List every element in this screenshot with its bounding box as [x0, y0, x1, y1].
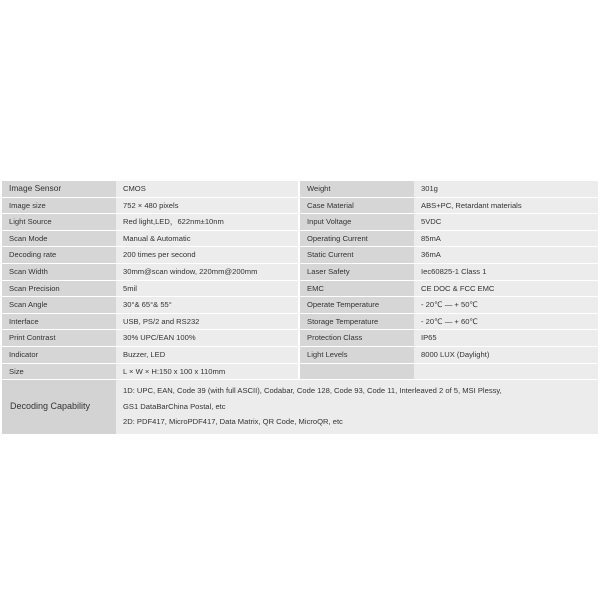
spec-value: 30mm@scan window, 220mm@200mm [116, 263, 299, 280]
spec-value: 200 times per second [116, 247, 299, 264]
spec-label: Input Voltage [299, 214, 414, 231]
spec-label: Light Levels [299, 346, 414, 363]
spec-label: Image Sensor [2, 181, 116, 197]
spec-value: 85mA [414, 230, 598, 247]
spec-value: Manual & Automatic [116, 230, 299, 247]
spec-row-size [2, 363, 598, 380]
spec-label: Indicator [2, 346, 116, 363]
spec-value: Red light,LED，622nm±10nm [116, 214, 299, 231]
spec-label: Decoding rate [2, 247, 116, 264]
decoding-1d-line-continued: GS1 DataBarChina Postal, etc [123, 401, 226, 411]
spec-label: Scan Mode [2, 230, 116, 247]
spec-label: Storage Temperature [299, 313, 414, 330]
spec-row-print-contrast [2, 330, 598, 347]
spec-row-image-size [2, 197, 598, 214]
spec-row-decoding-capability [2, 380, 598, 435]
spec-label: Image size [2, 197, 116, 214]
spec-value: Buzzer, LED [116, 346, 299, 363]
spec-row-decoding-rate [2, 247, 598, 264]
spec-row-scan-mode [2, 230, 598, 247]
spec-label: Interface [2, 313, 116, 330]
spec-label: EMC [299, 280, 414, 297]
spec-row-scan-angle [2, 297, 598, 314]
spec-row-scan-width [2, 263, 598, 280]
spec-label: Light Source [2, 214, 116, 231]
spec-value-empty [414, 363, 598, 380]
spec-label: Scan Precision [2, 280, 116, 297]
spec-value: 301g [414, 181, 598, 197]
spec-value: IP65 [414, 330, 598, 347]
spec-value: - 20℃ — + 60℃ [414, 313, 598, 330]
spec-label: Case Material [299, 197, 414, 214]
spec-label: Operating Current [299, 230, 414, 247]
spec-label: Print Contrast [2, 330, 116, 347]
spec-row-image-sensor [2, 181, 598, 197]
spec-label: Static Current [299, 247, 414, 264]
spec-value: 36mA [414, 247, 598, 264]
spec-label: Laser Safety [299, 263, 414, 280]
spec-row-indicator [2, 346, 598, 363]
spec-value: 5mil [116, 280, 299, 297]
spec-label: Weight [299, 181, 414, 197]
decoding-1d-line: 1D: UPC, EAN, Code 39 (with full ASCII), Codabar, Code 128, Code 93, Code 11, Interleaved 2 of 5, MSI Plessy, [123, 386, 502, 396]
spec-label: Scan Angle [2, 297, 116, 314]
spec-value: 30% UPC/EAN 100% [116, 330, 299, 347]
spec-label: Operate Temperature [299, 297, 414, 314]
spec-row-interface [2, 313, 598, 330]
spec-value: 8000 LUX (Daylight) [414, 346, 598, 363]
spec-value: 5VDC [414, 214, 598, 231]
spec-row-scan-precision [2, 280, 598, 297]
spec-value: CE DOC & FCC EMC [414, 280, 598, 297]
decoding-capability-label: Decoding Capability [2, 380, 116, 435]
spec-value: Iec60825-1 Class 1 [414, 263, 598, 280]
spec-label: Protection Class [299, 330, 414, 347]
spec-row-light-source [2, 214, 598, 231]
spec-value: - 20℃ — + 50℃ [414, 297, 598, 314]
decoding-2d-line: 2D: PDF417, MicroPDF417, Data Matrix, QR Code, MicroQR, etc [123, 417, 343, 427]
spec-label: Size [2, 363, 116, 380]
spec-value: 30°& 65°& 55° [116, 297, 299, 314]
spec-label: Scan Width [2, 263, 116, 280]
spec-value: ABS+PC, Retardant materials [414, 197, 598, 214]
spec-table [2, 181, 598, 435]
spec-value: CMOS [116, 181, 299, 197]
decoding-capability-value [116, 380, 598, 435]
spec-value: 752 × 480 pixels [116, 197, 299, 214]
spec-value: USB, PS/2 and RS232 [116, 313, 299, 330]
spec-label-empty [299, 363, 414, 380]
spec-value: L × W × H:150 x 100 x 110mm [116, 363, 299, 380]
